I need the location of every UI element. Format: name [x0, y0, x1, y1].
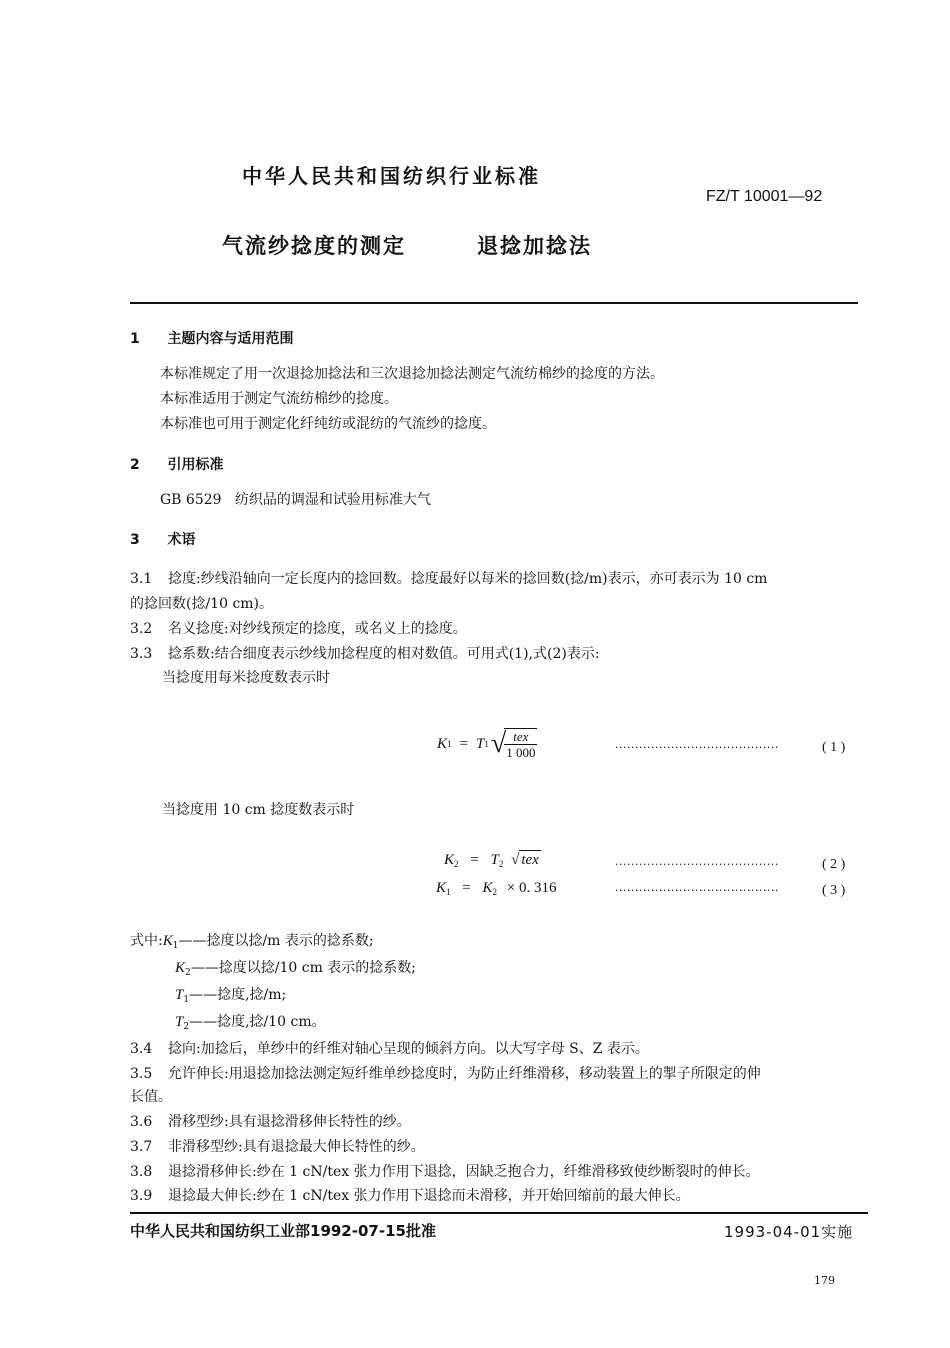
- section-1-para-2: 本标准适用于测定气流纺棉纱的捻度。: [160, 391, 398, 407]
- formula-3-lhs-sub: 1: [446, 887, 451, 897]
- term-3-1-line-1: 捻度:纱线沿轴向一定长度内的捻回数。捻度最好以每米的捻回数(捻/m)表示，亦可表示为 10 cm: [168, 571, 768, 587]
- term-3-7-text: 非滑移型纱:具有退捻最大伸长特性的纱。: [168, 1139, 425, 1155]
- document-title: 气流纱捻度的测定: [222, 234, 406, 258]
- term-3-1-number: 3.1: [130, 571, 153, 587]
- term-3-3-case-2: 当捻度用 10 cm 捻度数表示时: [162, 802, 355, 818]
- term-3-5-line-2: 长值。: [130, 1089, 172, 1105]
- formula-3-leader: ·········································: [615, 884, 779, 897]
- where-item-2: [175, 958, 416, 978]
- formula-2-leader: ·········································: [615, 858, 779, 871]
- where-item-2-symbol: K: [175, 960, 186, 976]
- formula-3-rhs-sub: 2: [492, 887, 497, 897]
- term-3-8: [130, 1162, 760, 1182]
- header-rule: [130, 302, 858, 304]
- where-item-4: [175, 1012, 326, 1032]
- section-1-title: 主题内容与适用范围: [167, 331, 294, 347]
- formula-2-t: T: [490, 852, 499, 868]
- section-2-number: 2: [130, 457, 140, 473]
- term-3-2: [130, 619, 467, 639]
- where-item-3-symbol: T: [175, 987, 184, 1003]
- where-item-1: [130, 931, 374, 951]
- where-item-4-symbol: T: [175, 1014, 184, 1030]
- approval-line: 中华人民共和国纺织工业部1992-07-15批准: [130, 1222, 436, 1240]
- term-3-2-text: 名义捻度:对纱线预定的捻度，或名义上的捻度。: [168, 621, 467, 637]
- section-2-title: 引用标准: [167, 457, 224, 473]
- formula-3: $K_1 = K_2 \times 0$. 316: [436, 880, 557, 897]
- formula-1-t: T: [475, 735, 485, 752]
- term-3-5-number: 3.5: [130, 1066, 153, 1082]
- where-item-4-sub: 2: [183, 1022, 190, 1032]
- term-3-8-text: 退捻滑移伸长:纱在 1 cN/tex 张力作用下退捻，因缺乏抱合力，纤维滑移致使纱断裂时的伸长。: [168, 1164, 760, 1180]
- standard-code: FZ/T 10001—92: [706, 188, 823, 205]
- term-3-7: [130, 1137, 425, 1157]
- term-3-1-line-2: 的捻回数(捻/10 cm)。: [130, 596, 274, 612]
- where-item-1-sub: 1: [172, 941, 179, 951]
- formula-3-reference: ( 3 ): [822, 883, 846, 898]
- formula-1-reference: ( 1 ): [822, 740, 846, 755]
- formula-1-denominator: 1 000: [506, 745, 536, 760]
- formula-3-rhs: K: [482, 880, 493, 896]
- section-1-para-1: 本标准规定了用一次退捻加捻法和三次退捻加捻法测定气流纺棉纱的捻度的方法。: [160, 366, 664, 382]
- formula-1-numerator: tex: [513, 729, 529, 744]
- term-3-3-number: 3.3: [130, 646, 153, 662]
- section-3-number: 3: [130, 532, 140, 548]
- section-2-reference: GB 6529 纺织品的调湿和试验用标准大气: [160, 492, 431, 508]
- term-3-4-text: 捻向:加捻后，单纱中的纤维对轴心呈现的倾斜方向。以大写字母 S、Z 表示。: [168, 1041, 649, 1057]
- section-3-heading: [130, 529, 196, 549]
- term-3-2-number: 3.2: [130, 621, 153, 637]
- formula-1-fraction: [504, 728, 537, 760]
- term-3-3: [130, 644, 600, 664]
- section-1-number: 1: [130, 331, 140, 347]
- where-lead: 式中:: [130, 933, 163, 949]
- where-item-2-sub: 2: [185, 968, 191, 978]
- where-item-3-desc: ——捻度,捻/m;: [189, 987, 287, 1003]
- term-3-9-number: 3.9: [130, 1188, 153, 1204]
- where-item-3-sub: 1: [183, 995, 190, 1005]
- term-3-3-text: 捻系数:结合细度表示纱线加捻程度的相对数值。可用式(1),式(2)表示:: [168, 646, 600, 662]
- formula-3-lhs: K: [436, 880, 447, 896]
- formula-3-factor: × 0. 316: [506, 880, 557, 896]
- where-item-3: [175, 985, 286, 1005]
- term-3-5-line-1: 允许伸长:用退捻加捻法测定短纤维单纱捻度时，为防止纤维滑移，移动装置上的掣子所限定的伸: [168, 1066, 761, 1082]
- term-3-7-number: 3.7: [130, 1139, 153, 1155]
- term-3-3-case-1: 当捻度用每米捻度数表示时: [162, 670, 330, 686]
- section-1-heading: [130, 328, 294, 348]
- page-number: 179: [814, 1274, 835, 1287]
- formula-2-radicand: tex: [521, 852, 539, 868]
- term-3-4: [130, 1039, 649, 1059]
- formula-1-leader: ·········································: [615, 741, 779, 754]
- term-3-1: [130, 569, 767, 589]
- section-2-heading: [130, 454, 224, 474]
- formula-2-t-sub: 2: [498, 859, 504, 869]
- document-title-method: 退捻加捻法: [477, 234, 592, 258]
- formula-2-reference: ( 2 ): [822, 857, 846, 872]
- term-3-6-number: 3.6: [130, 1114, 153, 1130]
- sqrt-icon: √: [490, 728, 507, 759]
- formula-2-lhs: K: [444, 852, 455, 868]
- term-3-6-text: 滑移型纱:具有退捻滑移伸长特性的纱。: [168, 1114, 411, 1130]
- term-3-5: [130, 1064, 761, 1084]
- where-item-1-symbol: K: [162, 933, 173, 949]
- section-3-title: 术语: [167, 532, 196, 548]
- section-1-para-3: 本标准也可用于测定化纤纯纺或混纺的气流纱的捻度。: [160, 416, 496, 432]
- formula-2-lhs-sub: 2: [454, 859, 459, 869]
- org-standard-title: 中华人民共和国纺织行业标准: [242, 164, 541, 188]
- term-3-6: [130, 1112, 411, 1132]
- where-item-1-desc: ——捻度以捻/m 表示的捻系数;: [178, 933, 374, 949]
- footer-rule: [130, 1212, 868, 1214]
- formula-1-lhs: K: [437, 735, 448, 752]
- sqrt-icon: √: [511, 852, 520, 868]
- term-3-8-number: 3.8: [130, 1164, 153, 1180]
- term-3-4-number: 3.4: [130, 1041, 153, 1057]
- where-item-4-desc: ——捻度,捻/10 cm。: [189, 1014, 326, 1030]
- term-3-9-text: 退捻最大伸长:纱在 1 cN/tex 张力作用下退捻而未滑移，并开始回缩前的最大伸长。: [168, 1188, 690, 1204]
- formula-1: K 1 = T 1 √ $\frac{\text{tex}}{1 000}$: [437, 728, 536, 760]
- term-3-9: [130, 1186, 690, 1206]
- formula-2: $K_2 = T_2$ √ tex: [444, 852, 539, 869]
- where-item-2-desc: ——捻度以捻/10 cm 表示的捻系数;: [190, 960, 417, 976]
- effective-date: 1993-04-01实施: [724, 1223, 854, 1241]
